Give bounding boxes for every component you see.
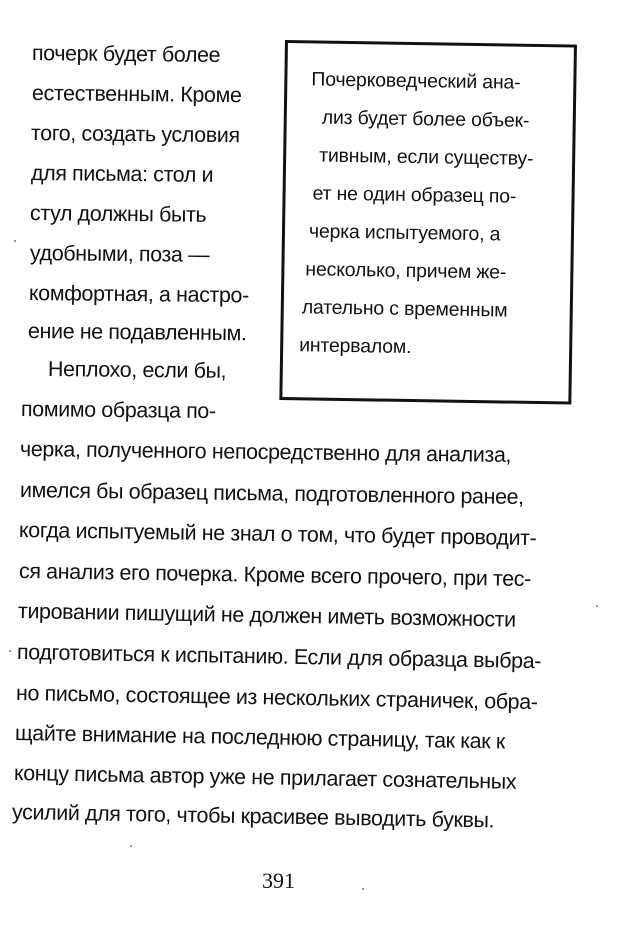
text-line: удобными, поза — — [29, 241, 210, 267]
text-line: усилий для того, чтобы красивее выводить буквы. — [11, 800, 495, 833]
text-line: имелся бы образец письма, подготовленного ранее, — [19, 478, 524, 510]
sidebar-note-line: черка испытуемого, а — [308, 220, 501, 246]
text-line: тировании пишущий не должен иметь возможности — [17, 599, 516, 632]
text-line: ение не подавленным. — [27, 319, 247, 346]
scan-speck — [362, 888, 364, 890]
sidebar-note-line: тивным, если существу- — [319, 144, 534, 170]
text-line: щайте внимание на последнюю страницу, так как к — [14, 721, 506, 754]
text-line: того, создать условия — [30, 121, 240, 148]
text-line: когда испытуемый не знал о том, что будет проводит- — [18, 518, 537, 551]
sidebar-note-line: ет не один образец по- — [312, 182, 517, 208]
text-line: почерк будет более — [31, 41, 221, 67]
sidebar-note-line: интервалом. — [299, 334, 412, 359]
scan-speck — [130, 845, 132, 847]
sidebar-note-line: несколько, причем же- — [305, 258, 507, 284]
sidebar-note-line: лиз будет более объек- — [321, 106, 530, 132]
sidebar-note-line: Почерковедческий ана- — [311, 68, 521, 94]
text-line: помимо образца по- — [20, 397, 216, 424]
text-line: концу письма автор уже не прилагает сознательных — [13, 761, 517, 794]
text-line: но письмо, состоящее из нескольких страничек, обра- — [15, 681, 538, 715]
sidebar-note-box — [279, 40, 577, 405]
text-line: ся анализ его почерка. Кроме всего прочего, при тес- — [18, 559, 532, 592]
sidebar-note-line: лательно с временным — [301, 296, 508, 322]
scan-speck — [596, 605, 598, 607]
text-line: комфортная, а настро- — [28, 281, 249, 308]
text-line: черка, полученного непосредственно для анализа, — [19, 437, 512, 467]
text-line: стул должны быть — [29, 201, 207, 227]
text-line: Неплохо, если бы, — [47, 357, 227, 383]
scan-speck — [14, 240, 16, 242]
page-number: 391 — [262, 868, 295, 893]
text-line: естественным. Кроме — [31, 81, 242, 108]
text-line: подготовиться к испытанию. Если для образца выбра- — [16, 640, 542, 674]
scan-speck — [9, 650, 11, 652]
text-line: для письма: стол и — [30, 161, 214, 187]
